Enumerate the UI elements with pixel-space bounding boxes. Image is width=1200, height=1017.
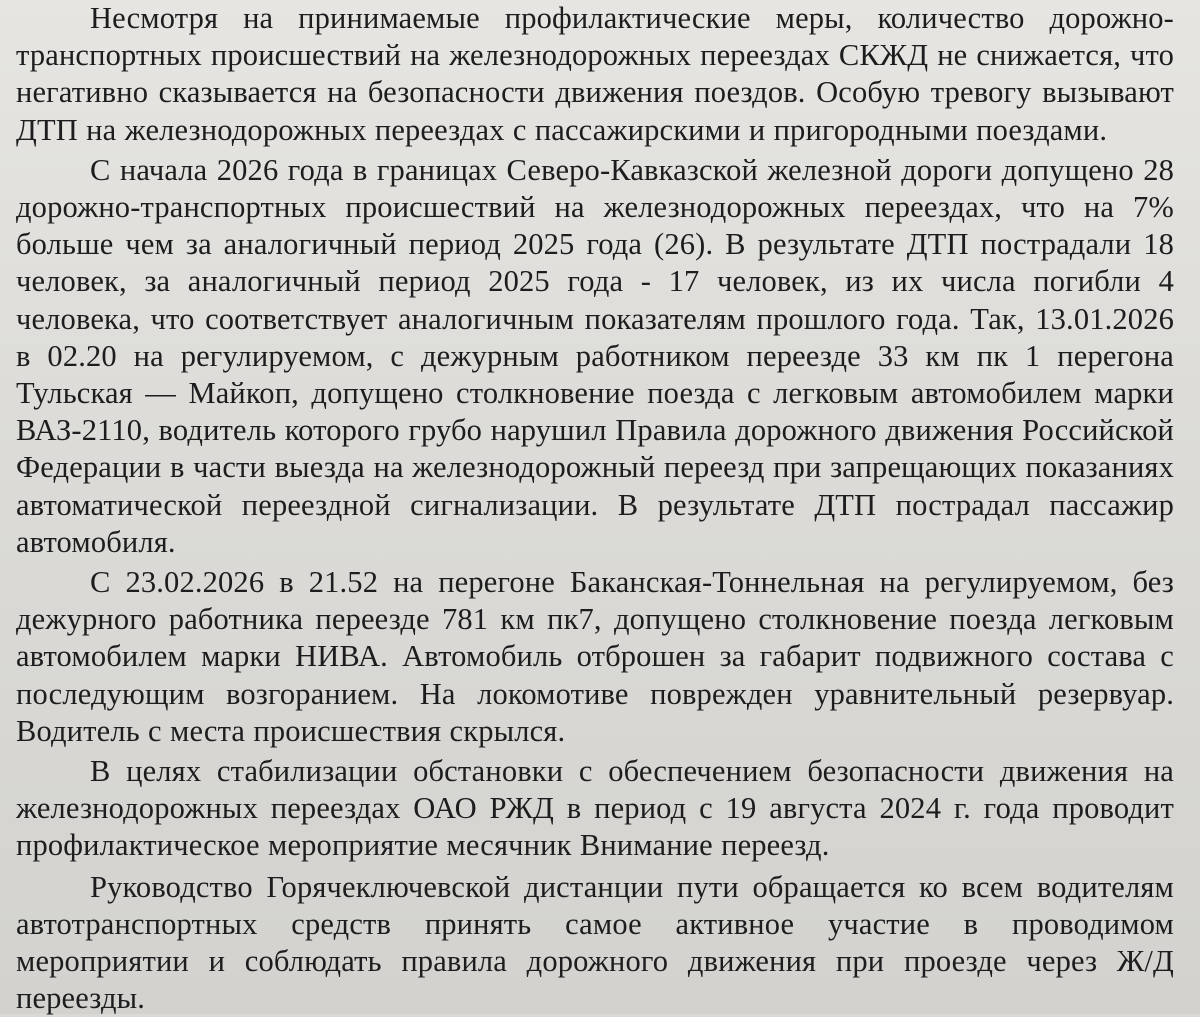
- paragraph-accident-concern: Несмотря на принимаемые профилактические меры, количество дорожно-транспортных происшествий на железнодорожных переездах СКЖД не снижается, что негативно сказывается на безопасности движения поездов. Особую тревогу вызывают ДТП на железнодорожных переездах с пассажирскими и пригородными поездами.: [16, 1, 1174, 147]
- paragraph-niva-incident: С 23.02.2026 в 21.52 на перегоне Баканская-Тоннельная на регулируемом, без дежурного работника переезде 781 км пк7, допущено столкновение поезда легковым автомобилем марки НИВА. Автомобиль отброшен за габарит подвижного состава с последующим возгоранием. На локомотиве поврежден уравнительный резервуар. Водитель с места происшествия скрылся.: [16, 565, 1174, 748]
- paragraph-prevention-campaign: В целях стабилизации обстановки с обеспечением безопасности движения на железнодорожных переездах ОАО РЖД в период с 19 августа 2024 г. года проводит профилактическое мероприятие месячник Внимание переезд.: [16, 754, 1174, 863]
- paragraph-appeal-to-drivers: Руководство Горячеключевской дистанции пути обращается ко всем водителям автотранспортных средств принять самое активное участие в проводимом мероприятии и соблюдать правила дорожного движения при проезде через Ж/Д переезды.: [16, 869, 1174, 1016]
- paragraph-accident-statistics: С начала 2026 года в границах Северо-Кавказской железной дороги допущено 28 дорожно-транспортных происшествий на железнодорожных переездах, что на 7% больше чем за аналогичный период 2025 года (26). В результате ДТП пострадали 18 человек, за аналогичный период 2025 года - 17 человек, из их числа погибли 4 человека, что соответствует аналогичным показателям прошлого года. Так, 13.01.2026 в 02.20 на регулируемом, с дежурным работником переезде 33 км пк 1 перегона Тульская — Майкоп, допущено столкновение поезда с легковым автомобилем марки ВАЗ-2110, водитель которого грубо нарушил Правила дорожного движения Российской Федерации в части выезда на железнодорожный переезд при запрещающих показаниях автоматической переездной сигнализации. В результате ДТП пострадал пассажир автомобиля.: [16, 152, 1174, 559]
